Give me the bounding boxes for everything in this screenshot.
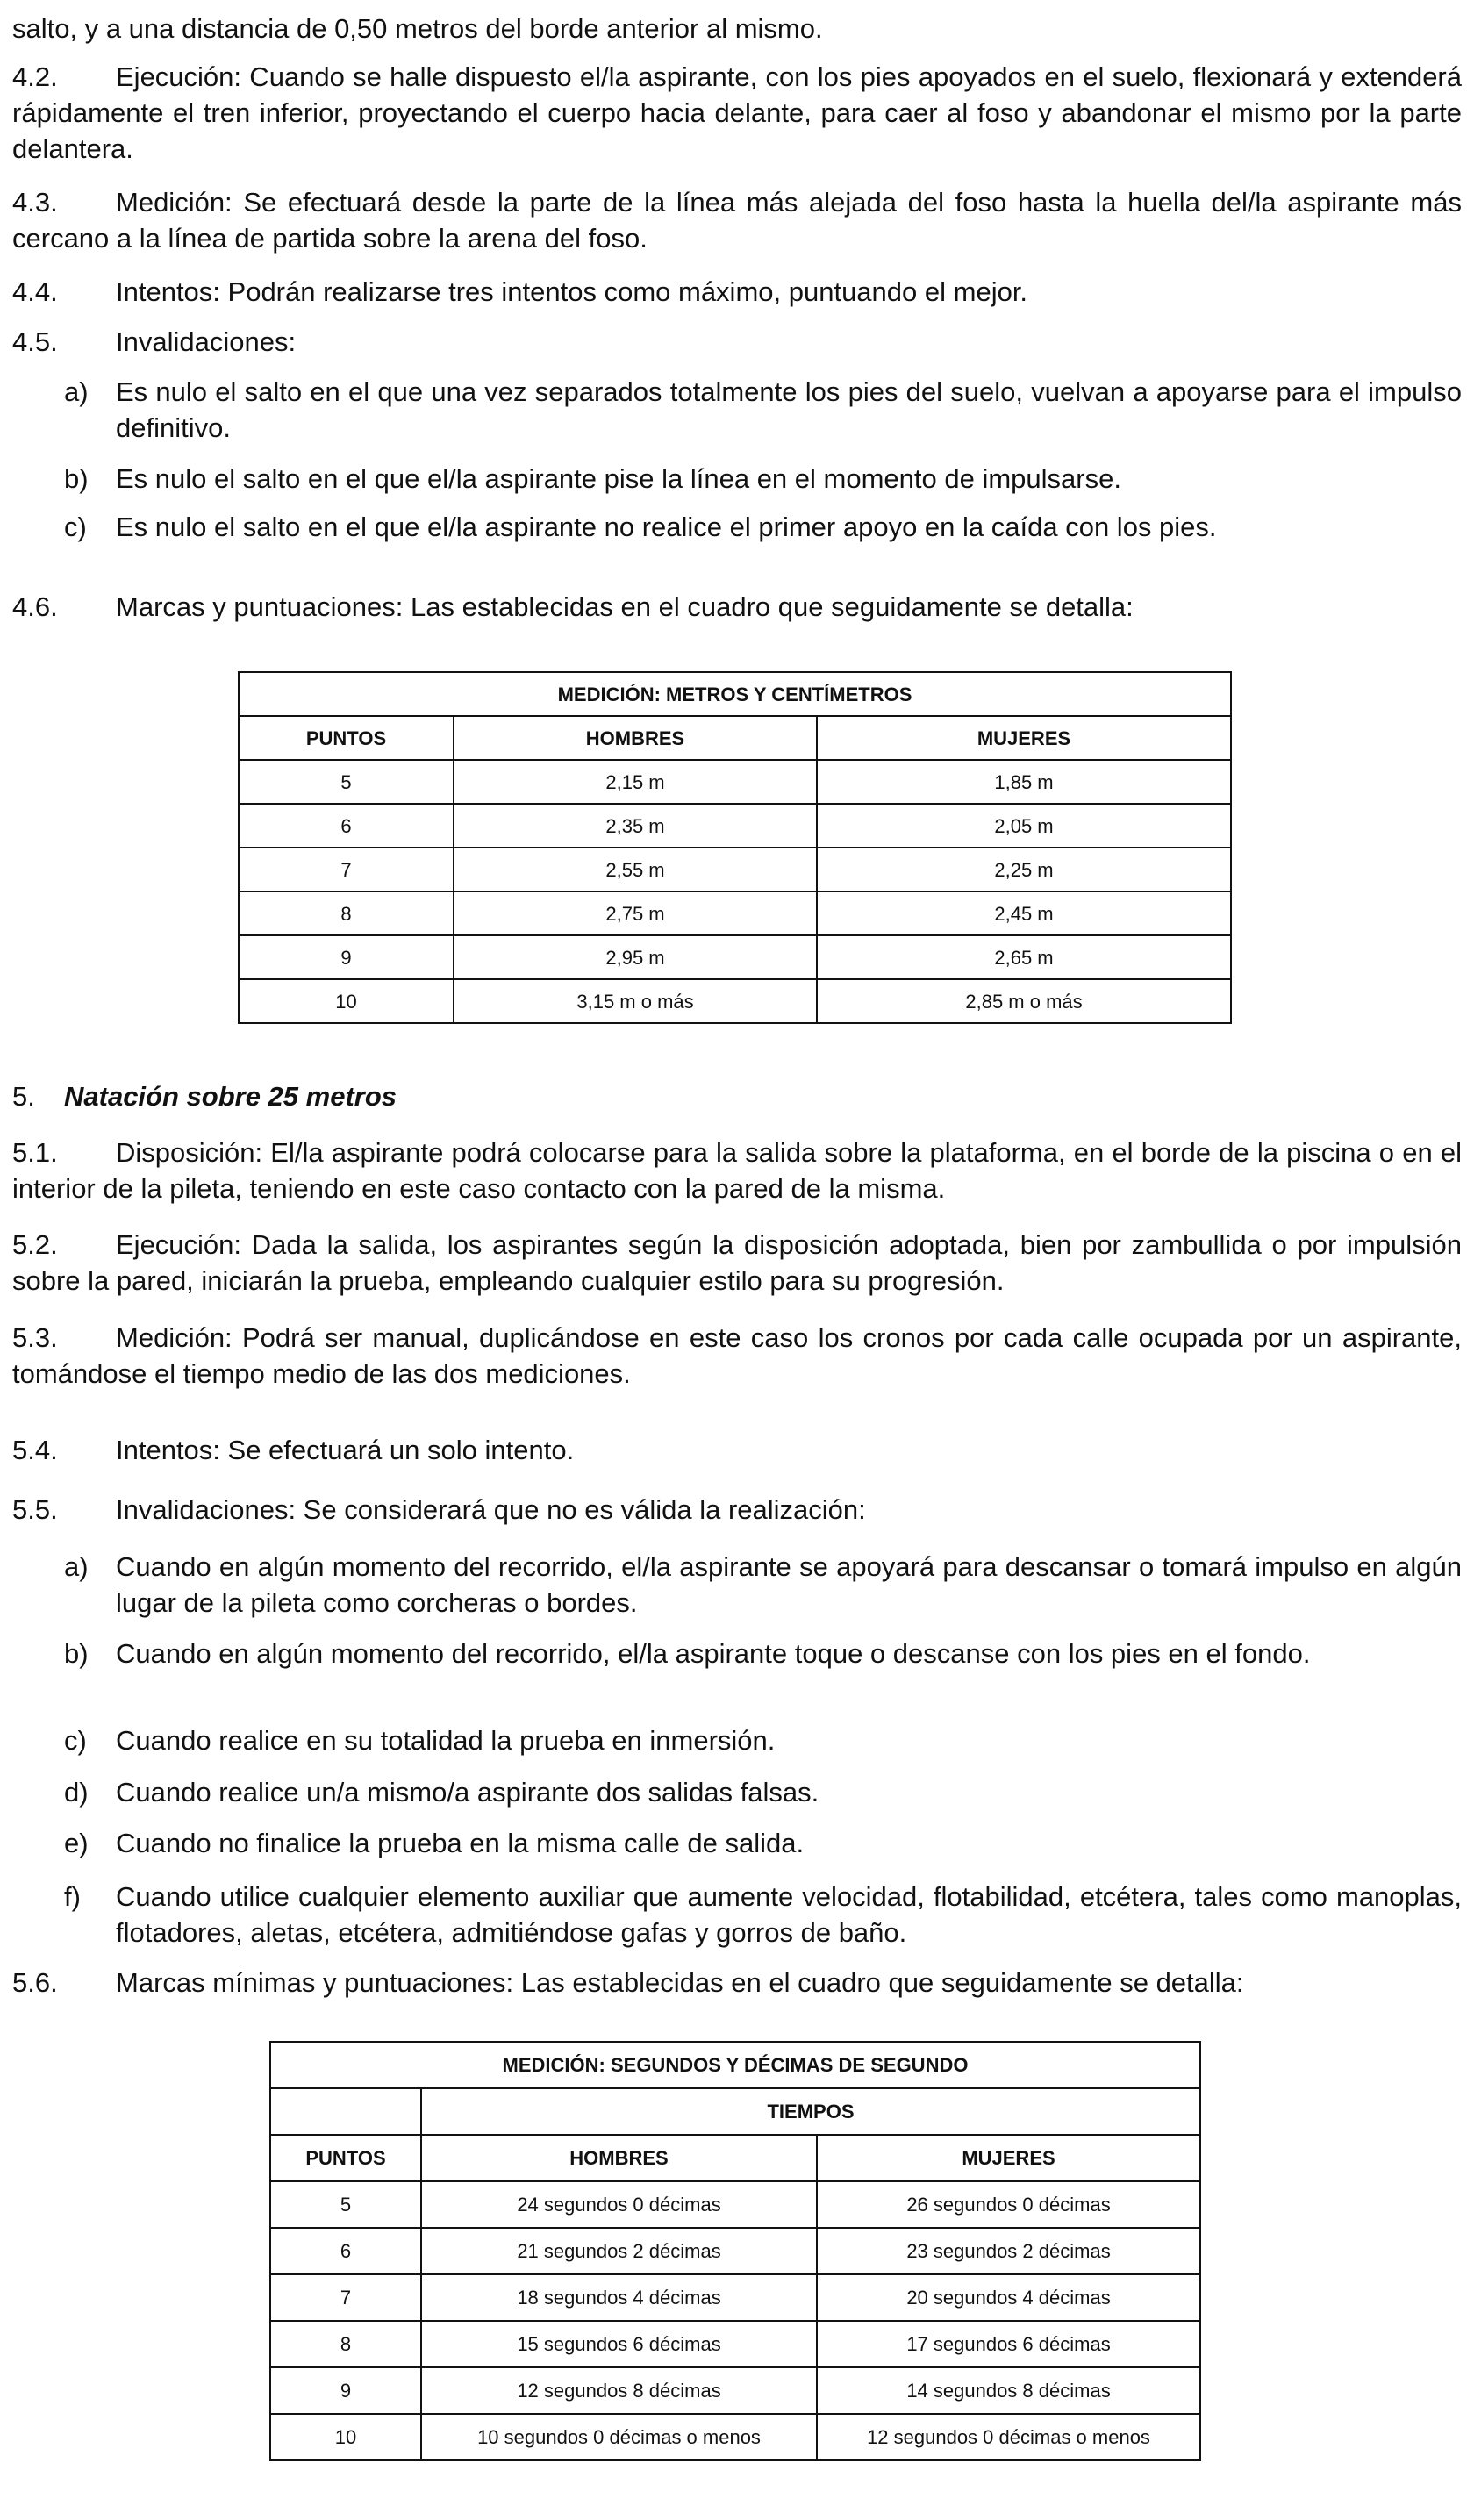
cell: 2,55 m <box>454 848 817 891</box>
section-number: 5.2. <box>12 1229 58 1260</box>
table-row <box>239 760 1231 804</box>
table-row <box>270 2414 1200 2460</box>
list-label: c) <box>64 512 87 542</box>
cell: 10 <box>270 2414 421 2460</box>
cell: 18 segundos 4 décimas <box>421 2274 817 2321</box>
list-text: Es nulo el salto en el que el/la aspirante no realice el primer apoyo en la caída con los pies. <box>116 512 1217 542</box>
column-header: PUNTOS <box>239 716 454 760</box>
cell: 2,15 m <box>454 760 817 804</box>
section-number: 5. <box>12 1081 35 1112</box>
section-5-4 <box>12 1432 1462 1468</box>
list-item <box>64 1825 1462 1861</box>
list-text: Cuando realice en su totalidad la prueba en inmersión. <box>116 1725 776 1756</box>
section-4-5 <box>12 324 1462 360</box>
list-label: a) <box>64 1551 89 1582</box>
cell: 17 segundos 6 décimas <box>817 2321 1200 2367</box>
list-text: Es nulo el salto en el que una vez separados totalmente los pies del suelo, vuelvan a apoyarse para el impulso definitivo. <box>116 376 1462 443</box>
list-item <box>64 509 1462 545</box>
section-4-6 <box>12 589 1462 625</box>
section-5-heading <box>12 1078 1462 1114</box>
section-text: Marcas mínimas y puntuaciones: Las establecidas en el cuadro que seguidamente se detalla: <box>116 1967 1244 1998</box>
list-text: Cuando realice un/a mismo/a aspirante dos salidas falsas. <box>116 1777 819 1808</box>
swim-scores-table <box>269 2041 1201 2461</box>
cell: 20 segundos 4 décimas <box>817 2274 1200 2321</box>
section-text: Intentos: Se efectuará un solo intento. <box>116 1435 575 1465</box>
jump-scores-table <box>238 671 1232 1024</box>
intro-paragraph: salto, y a una distancia de 0,50 metros del borde anterior al mismo. <box>12 13 823 44</box>
list-text: Es nulo el salto en el que el/la aspirante pise la línea en el momento de impulsarse. <box>116 463 1121 494</box>
section-5-6 <box>12 1965 1462 2001</box>
cell: 5 <box>239 760 454 804</box>
table-row <box>239 848 1231 891</box>
table-title: MEDICIÓN: SEGUNDOS Y DÉCIMAS DE SEGUNDO <box>270 2042 1200 2088</box>
cell: 2,45 m <box>817 891 1231 935</box>
table-row <box>270 2367 1200 2414</box>
list-item <box>64 1774 1462 1810</box>
cell: 12 segundos 0 décimas o menos <box>817 2414 1200 2460</box>
section-number: 5.3. <box>12 1322 58 1353</box>
list-label: e) <box>64 1828 89 1858</box>
list-text: Cuando en algún momento del recorrido, el/la aspirante toque o descanse con los pies en el fondo. <box>116 1638 1311 1669</box>
section-5-2 <box>12 1227 1462 1299</box>
cell: 8 <box>239 891 454 935</box>
section-number: 4.5. <box>12 326 58 357</box>
table-row <box>239 891 1231 935</box>
section-text: Invalidaciones: Se considerará que no es válida la realización: <box>116 1494 866 1525</box>
section-text: Medición: Se efectuará desde la parte de la línea más alejada del foso hasta la huella del/la aspirante más cercano a la línea de partida sobre la arena del foso. <box>12 187 1462 254</box>
cell: 8 <box>270 2321 421 2367</box>
cell: 9 <box>270 2367 421 2414</box>
section-text: Intentos: Podrán realizarse tres intentos como máximo, puntuando el mejor. <box>116 276 1028 307</box>
cell: 2,65 m <box>817 935 1231 979</box>
list-text: Cuando en algún momento del recorrido, el/la aspirante se apoyará para descansar o tomará impulso en algún lugar de la pileta como corcheras o bordes. <box>116 1551 1462 1618</box>
section-5-3 <box>12 1320 1462 1392</box>
cell: 9 <box>239 935 454 979</box>
section-number: 5.5. <box>12 1494 58 1525</box>
section-number: 4.4. <box>12 276 58 307</box>
cell: 2,25 m <box>817 848 1231 891</box>
list-item <box>64 1879 1462 1951</box>
section-text: Marcas y puntuaciones: Las establecidas en el cuadro que seguidamente se detalla: <box>116 591 1134 622</box>
cell: 2,05 m <box>817 804 1231 848</box>
cell: 2,35 m <box>454 804 817 848</box>
section-5-1 <box>12 1135 1462 1206</box>
table-row <box>239 804 1231 848</box>
cell: 24 segundos 0 décimas <box>421 2181 817 2228</box>
cell: 21 segundos 2 décimas <box>421 2228 817 2274</box>
table-title: MEDICIÓN: METROS Y CENTÍMETROS <box>239 672 1231 716</box>
list-label: f) <box>64 1881 81 1912</box>
list-label: c) <box>64 1725 87 1756</box>
list-label: b) <box>64 1638 89 1669</box>
cell: 2,95 m <box>454 935 817 979</box>
cell: 1,85 m <box>817 760 1231 804</box>
section-text: Disposición: El/la aspirante podrá colocarse para la salida sobre la plataforma, en el borde de la piscina o en el interior de la pileta, teniendo en este caso contacto con la pared de la misma. <box>12 1137 1462 1204</box>
section-number: 5.4. <box>12 1435 58 1465</box>
section-number: 5.6. <box>12 1967 58 1998</box>
list-item <box>64 1636 1462 1672</box>
list-text: Cuando utilice cualquier elemento auxiliar que aumente velocidad, flotabilidad, etcétera, tales como manoplas, flotadores, aletas, etcétera, admitiéndose gafas y gorros de baño. <box>116 1881 1462 1948</box>
list-text: Cuando no finalice la prueba en la misma calle de salida. <box>116 1828 805 1858</box>
cell: 10 segundos 0 décimas o menos <box>421 2414 817 2460</box>
cell: 10 <box>239 979 454 1023</box>
group-header: TIEMPOS <box>421 2088 1200 2135</box>
cell: 2,75 m <box>454 891 817 935</box>
cell: 15 segundos 6 décimas <box>421 2321 817 2367</box>
cell: 3,15 m o más <box>454 979 817 1023</box>
list-item <box>64 461 1462 497</box>
table-row <box>239 935 1231 979</box>
section-text: Ejecución: Cuando se halle dispuesto el/la aspirante, con los pies apoyados en el suelo, flexionará y extenderá rápidamente el tren inferior, proyectando el cuerpo hacia delante, para caer al foso y abandonar el mismo por la parte delantera. <box>12 61 1462 164</box>
section-number: 4.3. <box>12 187 58 218</box>
cell: 14 segundos 8 décimas <box>817 2367 1200 2414</box>
column-header: MUJERES <box>817 2135 1200 2181</box>
table-row <box>239 979 1231 1023</box>
section-4-4 <box>12 274 1462 310</box>
list-label: d) <box>64 1777 89 1808</box>
table-row <box>270 2181 1200 2228</box>
section-text: Ejecución: Dada la salida, los aspirantes según la disposición adoptada, bien por zambullida o por impulsión sobre la pared, iniciarán la prueba, empleando cualquier estilo para su progresión. <box>12 1229 1462 1296</box>
list-label: a) <box>64 376 89 407</box>
column-header: MUJERES <box>817 716 1231 760</box>
empty-cell <box>270 2088 421 2135</box>
section-title: Natación sobre 25 metros <box>64 1081 397 1112</box>
cell: 2,85 m o más <box>817 979 1231 1023</box>
table-row <box>270 2228 1200 2274</box>
column-header: HOMBRES <box>421 2135 817 2181</box>
section-4-3 <box>12 184 1462 256</box>
section-number: 4.6. <box>12 591 58 622</box>
section-text: Invalidaciones: <box>116 326 297 357</box>
section-text: Medición: Podrá ser manual, duplicándose en este caso los cronos por cada calle ocupada por un aspirante, tomándose el tiempo medio de las dos mediciones. <box>12 1322 1462 1389</box>
list-item <box>64 374 1462 446</box>
section-5-5 <box>12 1492 1462 1528</box>
cell: 7 <box>239 848 454 891</box>
table-row <box>270 2274 1200 2321</box>
cell: 12 segundos 8 décimas <box>421 2367 817 2414</box>
column-header: HOMBRES <box>454 716 817 760</box>
section-number: 4.2. <box>12 61 58 92</box>
cell: 6 <box>270 2228 421 2274</box>
cell: 6 <box>239 804 454 848</box>
cell: 23 segundos 2 décimas <box>817 2228 1200 2274</box>
cell: 26 segundos 0 décimas <box>817 2181 1200 2228</box>
list-item <box>64 1722 1462 1758</box>
list-label: b) <box>64 463 89 494</box>
cell: 7 <box>270 2274 421 2321</box>
list-item <box>64 1549 1462 1621</box>
section-number: 5.1. <box>12 1137 58 1168</box>
cell: 5 <box>270 2181 421 2228</box>
table-row <box>270 2321 1200 2367</box>
column-header: PUNTOS <box>270 2135 421 2181</box>
section-4-2 <box>12 59 1462 167</box>
